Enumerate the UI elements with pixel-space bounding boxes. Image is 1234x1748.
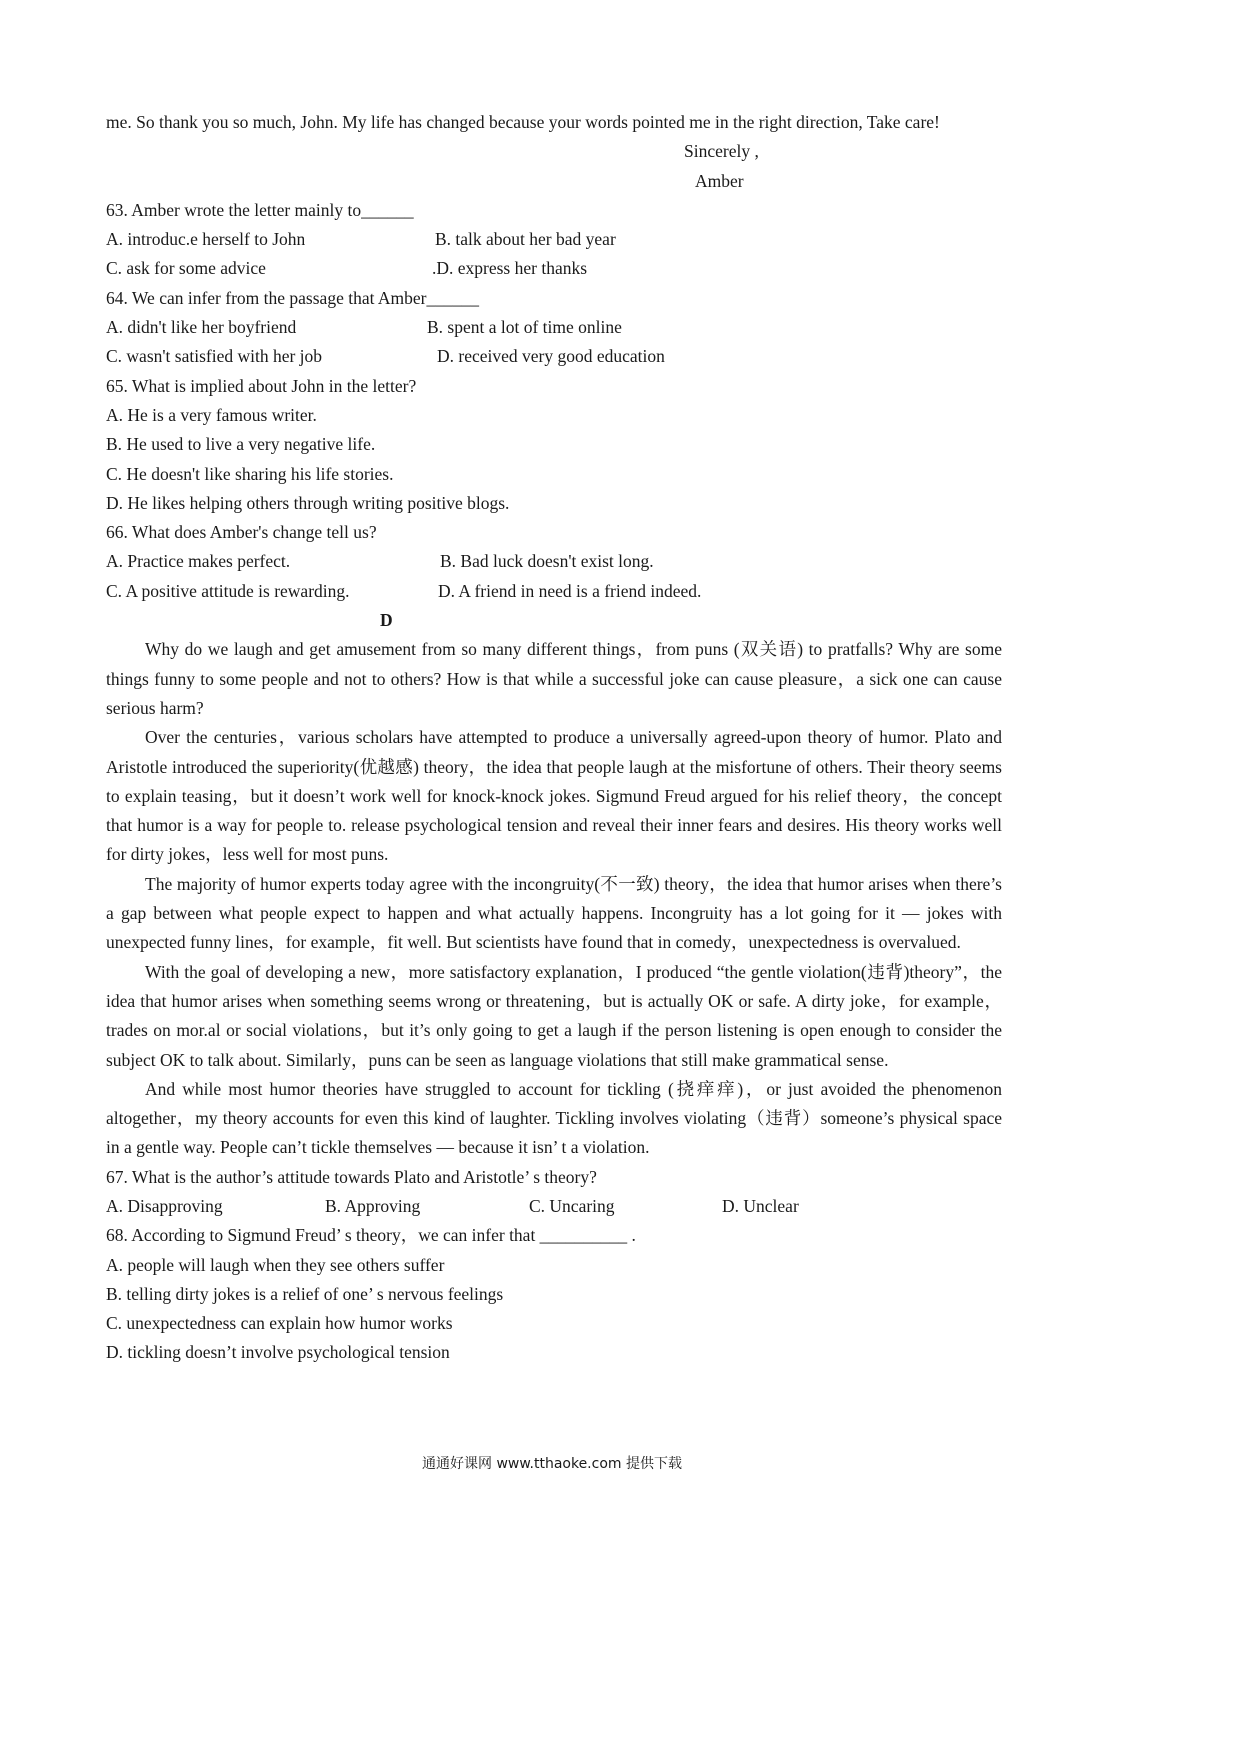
passage-d-paragraph-4: With the goal of developing a new，more satisfactory explanation，I produced “the gentle violation(违背)theory”，the idea that humor arises when something seems wrong or threatening，but is actually OK or safe. A dirty joke，for example，trades on mor.al or social violations，but it’s only going to get a laugh if the person listening is open enough to consider the subject OK to talk about. Similarly，puns can be seen as language violations that still make grammatical sense. bbox=[106, 961, 1002, 1070]
question-66-options-row-2 bbox=[106, 577, 1002, 606]
page-content bbox=[106, 108, 1002, 1368]
question-67-options-row bbox=[106, 1192, 1002, 1221]
question-64-options-row-1 bbox=[106, 313, 1002, 342]
question-67-option-a: A. Disapproving bbox=[106, 1195, 223, 1216]
question-65-stem: 65. What is implied about John in the letter? bbox=[106, 375, 417, 396]
letter-closing-paragraph: me. So thank you so much, John. My life has changed because your words pointed me in the right direction, Take care! bbox=[106, 112, 940, 132]
question-68-stem: 68. According to Sigmund Freud’ s theory，we can infer that __________ . bbox=[106, 1225, 636, 1246]
question-63-option-a: A. introduc.e herself to John bbox=[106, 229, 306, 250]
question-66-options-row-1 bbox=[106, 547, 1002, 576]
question-66-option-a: A. Practice makes perfect. bbox=[106, 551, 291, 572]
question-66-option-b: B. Bad luck doesn't exist long. bbox=[440, 551, 654, 572]
passage-d-paragraph-2: Over the centuries，various scholars have attempted to produce a universally agreed-upon theory of humor. Plato and Aristotle introduced the superiority(优越感) theory，the idea that people laugh at the misfortune of others. Their theory seems to explain teasing，but it doesn’t work well for knock-knock jokes. Sigmund Freud argued for his relief theory，the concept that humor is a way for people to. release psychological tension and reveal their inner fears and desires. His theory works well for dirty jokes，less well for most puns. bbox=[106, 727, 1002, 865]
question-66-option-d: D. A friend in need is a friend indeed. bbox=[438, 580, 702, 601]
question-64-options-row-2 bbox=[106, 342, 1002, 371]
section-d-heading: D bbox=[380, 610, 393, 631]
question-63-options-row-1 bbox=[106, 225, 1002, 254]
question-65-option-d: D. He likes helping others through writing positive blogs. bbox=[106, 492, 510, 513]
question-64-option-d: D. received very good education bbox=[437, 346, 665, 367]
question-64-option-c: C. wasn't satisfied with her job bbox=[106, 346, 323, 367]
question-65-option-a: A. He is a very famous writer. bbox=[106, 404, 317, 425]
question-67-stem: 67. What is the author’s attitude towards Plato and Aristotle’ s theory? bbox=[106, 1166, 597, 1187]
question-63-option-c: C. ask for some advice bbox=[106, 258, 266, 279]
letter-closing: Sincerely , bbox=[684, 141, 759, 162]
question-63-option-b: B. talk about her bad year bbox=[435, 229, 616, 250]
question-67-option-d: D. Unclear bbox=[722, 1195, 799, 1216]
question-68-option-c: C. unexpectedness can explain how humor works bbox=[106, 1313, 453, 1334]
question-68-option-b: B. telling dirty jokes is a relief of one’ s nervous feelings bbox=[106, 1283, 504, 1304]
question-64-stem: 64. We can infer from the passage that Amber______ bbox=[106, 287, 479, 308]
question-63-option-d: .D. express her thanks bbox=[432, 258, 588, 279]
passage-d-paragraph-3: The majority of humor experts today agree with the incongruity(不一致) theory，the idea that humor arises when there’s a gap between what people expect to happen and what actually happens. Incongruity has a lot going for it — jokes with unexpected funny lines，for example，fit well. But scientists have found that in comedy，unexpectedness is overvalued. bbox=[106, 873, 1002, 953]
passage-d-paragraph-1: Why do we laugh and get amusement from so many different things，from puns (双关语) to pratfalls? Why are some things funny to some people and not to others? How is that while a successful joke can cause pleasure，a sick one can cause serious harm? bbox=[106, 639, 1002, 718]
question-68-option-d: D. tickling doesn’t involve psychological tension bbox=[106, 1342, 450, 1363]
question-64-option-b: B. spent a lot of time online bbox=[427, 317, 622, 338]
passage-d-paragraph-5: And while most humor theories have struggled to account for tickling (挠痒痒)，or just avoided the phenomenon altogether，my theory accounts for even this kind of laughter. Tickling involves violating（违背）someone’s physical space in a gentle way. People can’t tickle themselves — because it isn’ t a violation. bbox=[106, 1078, 1002, 1158]
question-65-option-b: B. He used to live a very negative life. bbox=[106, 434, 376, 455]
question-68-option-a: A. people will laugh when they see others suffer bbox=[106, 1254, 445, 1275]
question-66-option-c: C. A positive attitude is rewarding. bbox=[106, 580, 350, 601]
question-67-option-b: B. Approving bbox=[325, 1195, 421, 1216]
question-65-option-c: C. He doesn't like sharing his life stories. bbox=[106, 463, 394, 484]
question-66-stem: 66. What does Amber's change tell us? bbox=[106, 522, 377, 543]
page-footer-source: 通通好课网 www.tthaoke.com 提供下载 bbox=[422, 1456, 682, 1472]
question-64-option-a: A. didn't like her boyfriend bbox=[106, 317, 297, 338]
question-67-option-c: C. Uncaring bbox=[529, 1195, 615, 1216]
question-63-stem: 63. Amber wrote the letter mainly to______ bbox=[106, 199, 414, 220]
letter-signature: Amber bbox=[695, 170, 744, 191]
question-63-options-row-2 bbox=[106, 254, 1002, 283]
